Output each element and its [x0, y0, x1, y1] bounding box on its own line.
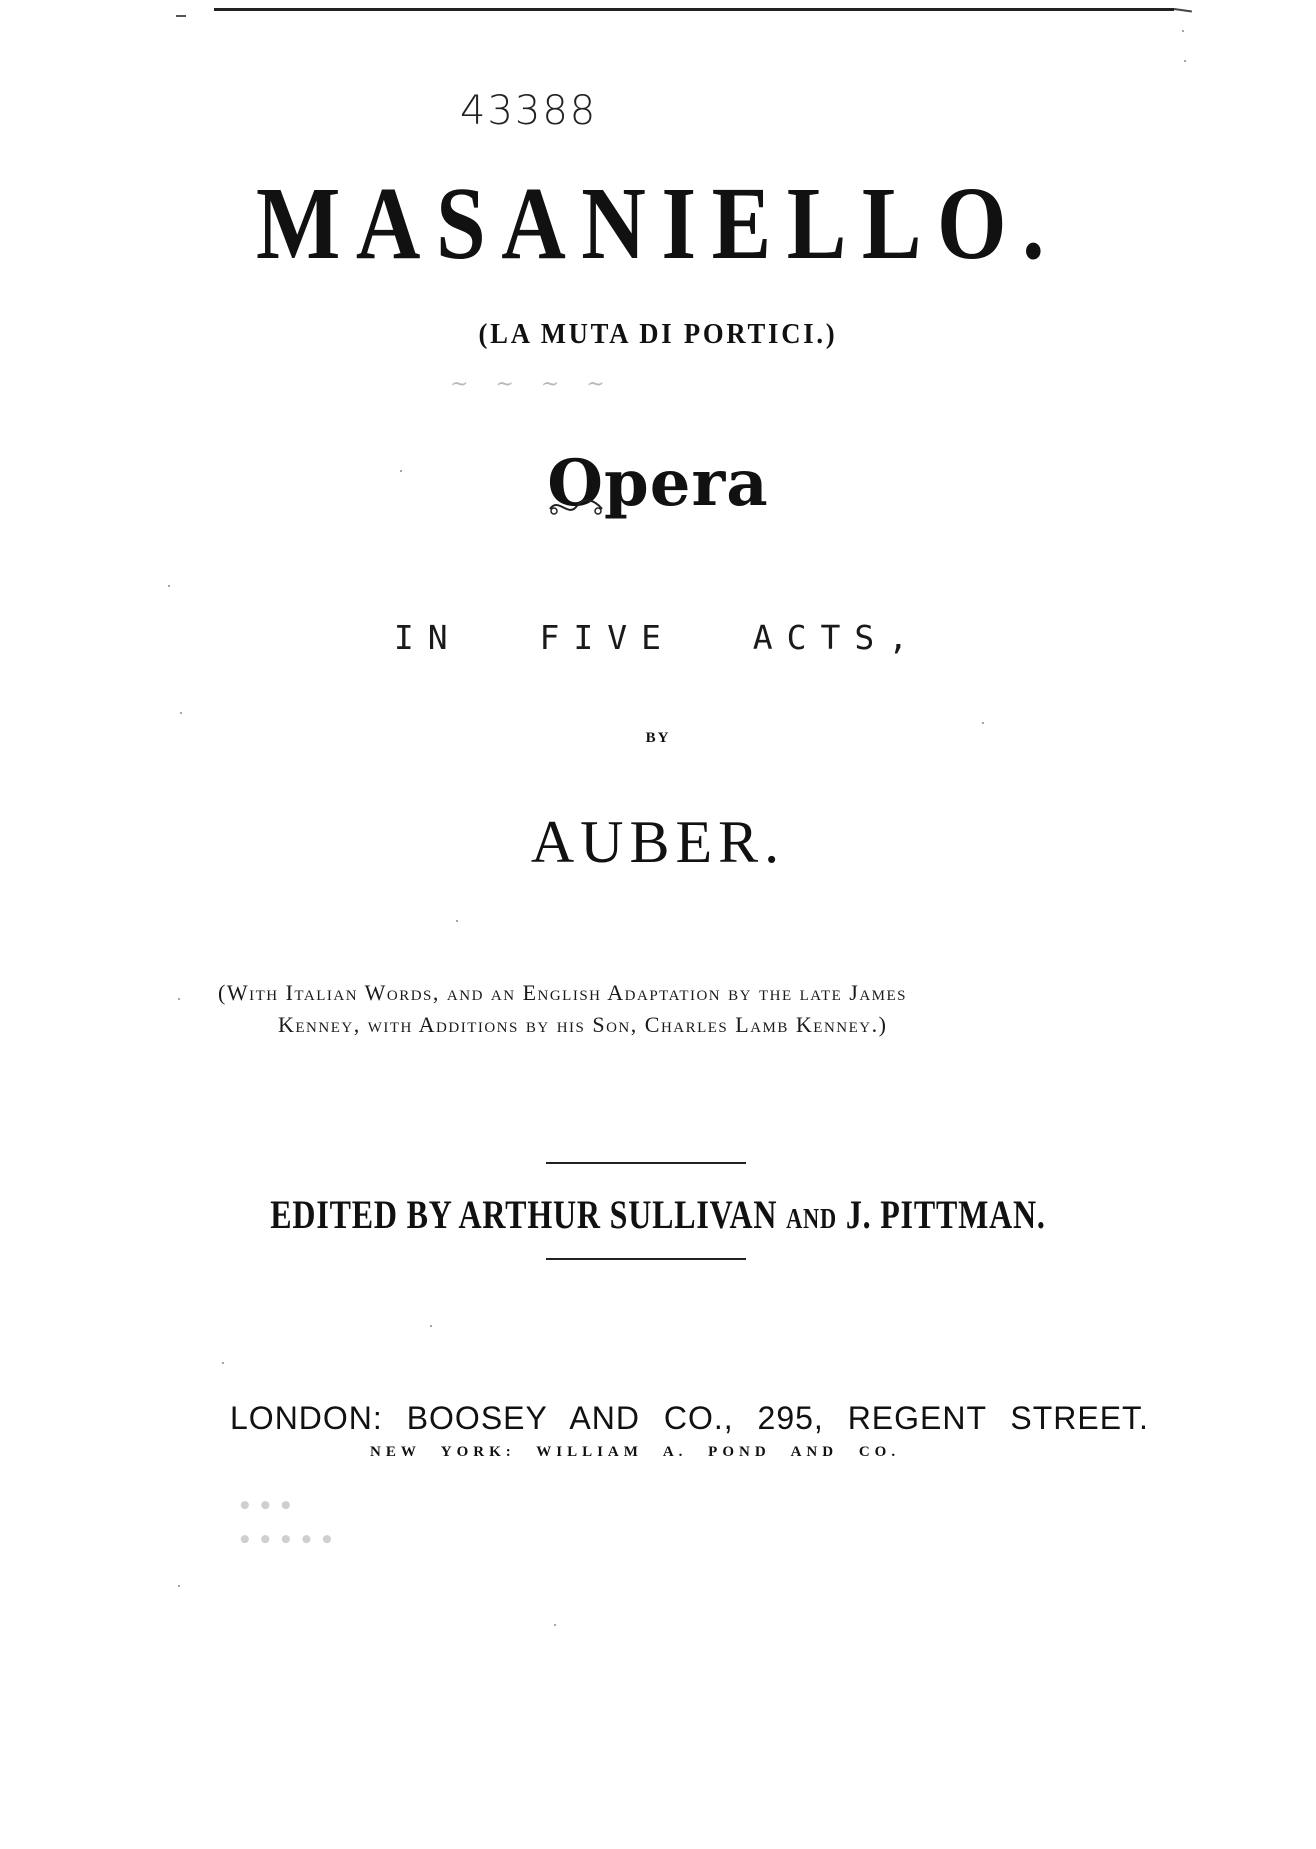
- scan-speck: [180, 712, 182, 714]
- scan-speck: [1184, 60, 1186, 62]
- top-border-rule: [214, 8, 1174, 11]
- main-title: MASANIELLO.: [256, 166, 1060, 281]
- acts-line: IN FIVE ACTS,: [393, 618, 923, 657]
- editors-line: [132, 1192, 1185, 1237]
- composer-name: AUBER.: [530, 809, 786, 875]
- publisher-new-york: NEW YORK: WILLIAM A. POND AND CO.: [370, 1444, 901, 1460]
- scan-speck: [1182, 30, 1184, 32]
- credits-line-2: Kenney, with Additions by his Son, Charles Lamb Kenney.): [278, 1012, 888, 1037]
- pencil-annotation: ~ ~ ~ ~: [450, 372, 615, 397]
- scan-speck: [178, 1585, 180, 1587]
- divider-rule-upper: [546, 1162, 746, 1164]
- faded-library-stamp: ∙∙∙ ∙∙∙∙∙: [236, 1488, 339, 1555]
- scan-speck: [400, 470, 402, 472]
- scan-speck: [982, 722, 984, 724]
- divider-rule-lower: [546, 1258, 746, 1260]
- editors-and: AND: [786, 1204, 838, 1235]
- scan-speck: [168, 585, 170, 587]
- scan-speck: [222, 1362, 224, 1364]
- flourish-ornament-icon: [546, 495, 606, 519]
- credits-line-1: (With Italian Words, and an English Adaptation by the late James: [218, 980, 908, 1005]
- editors-part-2: J. PITTMAN.: [845, 1192, 1046, 1237]
- scan-speck: [430, 1325, 432, 1327]
- subtitle: (LA MUTA DI PORTICI.): [478, 318, 838, 350]
- top-border-tail: [1174, 8, 1192, 12]
- scan-speck: [554, 1624, 556, 1626]
- catalog-number: 43388: [460, 88, 598, 134]
- corner-mark: [176, 15, 186, 17]
- by-line: BY: [645, 730, 671, 746]
- editors-part-1: EDITED BY ARTHUR SULLIVAN: [270, 1192, 778, 1237]
- scan-speck: [178, 998, 180, 1000]
- publisher-london: LONDON: BOOSEY AND CO., 295, REGENT STREET.: [230, 1400, 1149, 1436]
- scan-speck: [456, 920, 458, 922]
- genre-heading: Opera: [547, 446, 769, 521]
